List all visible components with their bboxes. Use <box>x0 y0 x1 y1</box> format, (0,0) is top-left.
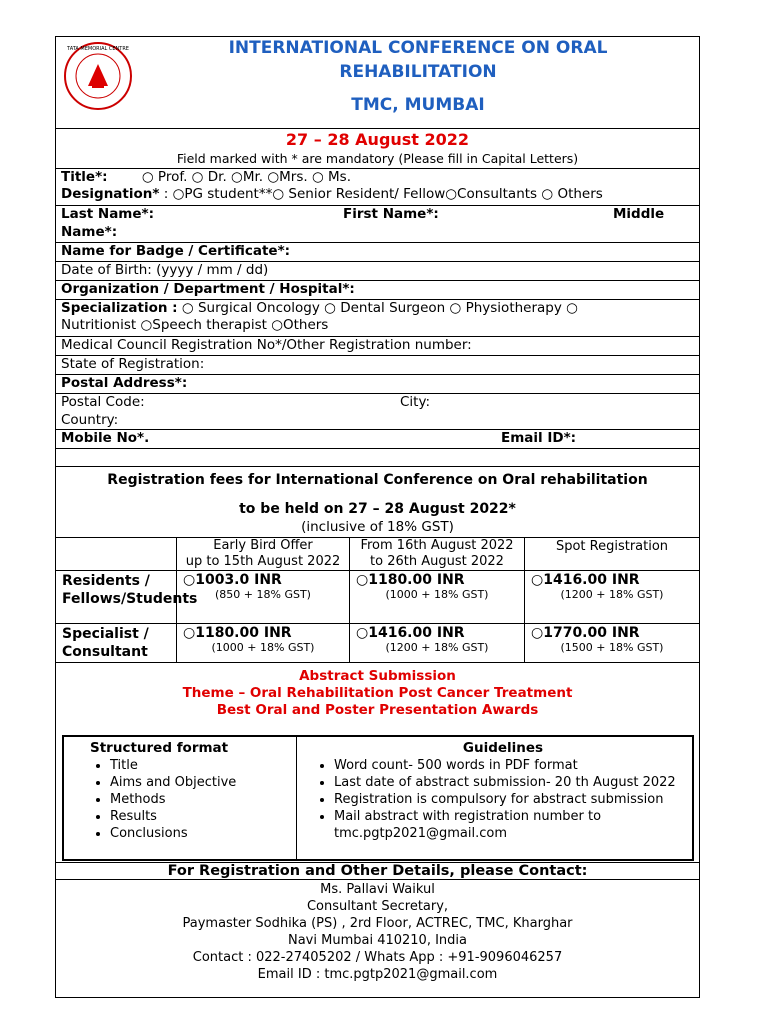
fee-residents-regular[interactable]: ○1180.00 INR (1000 + 18% GST) <box>349 570 525 624</box>
specialization-label: Specialization : <box>61 300 178 316</box>
fee-residents-early[interactable]: ○1003.0 INR (850 + 18% GST) <box>176 570 350 624</box>
postal-code-row[interactable] <box>55 393 700 429</box>
guideline-item: • Last date of abstract submission- 20 th August 2022 <box>334 774 692 791</box>
fees-col-spot: Spot Registration <box>524 537 700 571</box>
specialization-row[interactable] <box>55 299 700 335</box>
contact-details <box>55 881 700 983</box>
svg-text:TATA MEMORIAL CENTRE: TATA MEMORIAL CENTRE <box>67 46 129 52</box>
fee-specialist-regular[interactable]: ○1416.00 INR (1200 + 18% GST) <box>349 623 525 663</box>
fee-specialist-spot[interactable]: ○1770.00 INR (1500 + 18% GST) <box>524 623 700 663</box>
guideline-item: • Registration is compulsory for abstract submission <box>334 791 692 808</box>
dob-row[interactable]: Date of Birth: (yyyy / mm / dd) <box>55 261 700 279</box>
fees-heading-3: (inclusive of 18% GST) <box>301 519 454 535</box>
fees-heading-1: Registration fees for International Conference on Oral rehabilitation <box>107 472 648 488</box>
title-options[interactable]: ○ Prof. ○ Dr. ○Mr. ○Mrs. ○ Ms. <box>141 169 352 185</box>
mobile-email-row[interactable] <box>55 429 700 447</box>
city-label: City: <box>400 394 431 410</box>
fee-residents-spot[interactable]: ○1416.00 INR (1200 + 18% GST) <box>524 570 700 624</box>
tmc-logo-icon <box>62 40 134 112</box>
fee-specialist-early[interactable]: ○1180.00 INR (1000 + 18% GST) <box>176 623 350 663</box>
contact-phone: Contact : 022-27405202 / Whats App : +91-9096046257 <box>192 950 563 965</box>
format-item: • Aims and Objective <box>110 774 290 791</box>
middle-name-label: Middle <box>613 206 665 222</box>
email-label: Email ID*: <box>501 430 577 446</box>
organization-row[interactable]: Organization / Department / Hospital*: <box>55 280 700 298</box>
mobile-label: Mobile No*. <box>61 430 150 446</box>
guideline-item: • Mail abstract with registration number to tmc.pgtp2021@gmail.com <box>334 808 692 842</box>
row-label-residents: Residents / Fellows/Students <box>55 570 177 624</box>
contact-role: Consultant Secretary, <box>306 899 449 914</box>
fees-heading-2: to be held on 27 – 28 August 2022* <box>239 501 516 517</box>
contact-address-2: Navi Mumbai 410210, India <box>287 933 467 948</box>
format-item: • Conclusions <box>110 825 290 842</box>
designation-row[interactable] <box>55 186 700 204</box>
designation-options[interactable]: : ○PG student**○ Senior Resident/ Fellow○Consultants ○ Others <box>163 186 603 202</box>
conference-title-line2: REHABILITATION <box>339 62 497 82</box>
abstract-heading: Abstract Submission Theme – Oral Rehabilitation Post Cancer Treatment Best Oral and Poster Presentation Awards <box>182 668 573 718</box>
fees-col-regular: From 16th August 2022 to 26th August 2022 <box>349 537 525 571</box>
title-label: Title*: <box>61 169 108 185</box>
last-name-label: Last Name*: <box>61 206 154 222</box>
contact-heading: For Registration and Other Details, please Contact: <box>55 862 700 880</box>
fees-col-early-bird: Early Bird Offer up to 15th August 2022 <box>176 537 350 571</box>
guideline-item: • Word count- 500 words in PDF format <box>334 757 692 774</box>
middle-name-label-cont: Name*: <box>61 224 118 240</box>
name-row[interactable] <box>55 205 700 241</box>
postal-code-label: Postal Code: <box>61 394 145 410</box>
conference-title-line1: INTERNATIONAL CONFERENCE ON ORAL <box>228 38 608 58</box>
row-label-specialist: Specialist / Consultant <box>55 623 177 663</box>
structured-format: Structured format • Title • Aims and Objective • Methods • Results • Conclusions <box>90 740 290 842</box>
state-registration-row[interactable]: State of Registration: <box>55 355 700 373</box>
designation-label: Designation* <box>61 186 160 202</box>
contact-address: Paymaster Sodhika (PS) , 2rd Floor, ACTREC, TMC, Kharghar <box>182 916 573 931</box>
mandatory-note: Field marked with * are mandatory (Please fill in Capital Letters) <box>176 151 579 166</box>
contact-name: Ms. Pallavi Waikul <box>320 882 435 897</box>
guidelines: Guidelines • Word count- 500 words in PDF format • Last date of abstract submission- 20 th August 2022 • Registration is compulsory for abstract submission • Mail abstract with registration number to tmc.pgtp2021@gmail.com <box>314 740 692 842</box>
contact-email[interactable]: Email ID : tmc.pgtp2021@gmail.com <box>257 967 498 982</box>
venue: TMC, MUMBAI <box>351 95 485 115</box>
title-row[interactable] <box>55 168 700 186</box>
postal-address-row[interactable]: Postal Address*: <box>55 374 700 392</box>
format-item: • Results <box>110 808 290 825</box>
badge-name-row[interactable]: Name for Badge / Certificate*: <box>55 242 700 260</box>
specialization-options-1[interactable]: ○ Surgical Oncology ○ Dental Surgeon ○ Physiotherapy ○ <box>177 300 578 316</box>
format-item: • Title <box>110 757 290 774</box>
first-name-label: First Name*: <box>343 206 439 222</box>
medical-council-row[interactable]: Medical Council Registration No*/Other Registration number: <box>55 336 700 354</box>
blank-row <box>55 448 700 466</box>
format-item: • Methods <box>110 791 290 808</box>
conference-dates: 27 – 28 August 2022 <box>285 130 470 149</box>
country-label: Country: <box>61 412 119 428</box>
specialization-options-2[interactable]: Nutritionist ○Speech therapist ○Others <box>61 317 329 333</box>
